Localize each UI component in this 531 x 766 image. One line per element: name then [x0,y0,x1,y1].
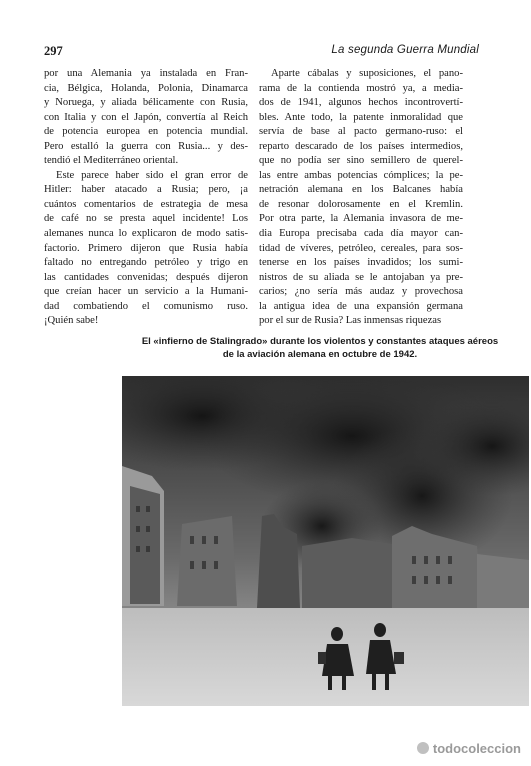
ruin-right [477,554,529,608]
text-line: dad combatiendo el comunismo ruso. [44,300,248,312]
ruin-block [302,538,394,608]
photo-caption [140,336,500,361]
watermark [417,741,521,756]
text-line: las cantidades convenidas; después dijeron [44,271,248,283]
paragraph [44,67,248,169]
caption-line: El «infierno de Stalingrado» durante los violentos y constantes ataques aéreos [141,336,499,347]
text-line: servía de base al pacto germano-ruso: el [259,126,463,138]
text-column-right [259,67,463,329]
text-line: Por otra parte, la Alemania invasora de me- [259,213,463,225]
caption-line: de la aviación alemana en octubre de 1942. [222,348,418,360]
text-line: ¡Quién sabe! [44,315,99,327]
text-line: tidad de víveres, petróleo, cereales, para sos- [259,242,463,254]
text-line: que no podía ser sino semillero de querel- [259,155,463,167]
page-header [44,44,479,60]
text-line: tenerse en los países invadidos; los sumi- [259,257,463,269]
text-line: Hitler: haber atacado a Rusia; pero, ¡a [44,184,248,196]
ruin-center [177,516,237,606]
paragraph [44,169,248,329]
text-line: bles. Ante todo, la patente inmoralidad que [259,111,463,123]
text-line: y Noruega, y aliada bélicamente con Rusia, [44,97,248,109]
text-line: Este parece haber sido el gran error de [56,169,248,181]
text-line: tendió el Mediterráneo oriental. [44,155,179,167]
text-line: de potencia europea en potencia mundial. [44,126,248,138]
paragraph [259,67,463,329]
text-line: de café no se presta aquel incidente! Los [44,213,248,225]
text-line: nistros de su aliada se le antojaban ya pre- [259,271,463,283]
building-left-shadow [130,486,160,604]
text-line: dos de 1941, algunos hechos incontrovertí- [259,97,463,109]
text-column-left [44,67,248,329]
text-line: alemanes nunca lo explicaron de modo satis- [44,228,248,240]
text-line: por el sur de Rusia? Las inmensas riquezas [259,315,442,327]
text-line: cia, Bélgica, Holanda, Polonia, Dinamarca [44,82,248,94]
text-line: faltado no entregando petróleo y trigo en [44,257,248,269]
text-line: carios; ¿no sería más audaz y provechosa [259,286,463,298]
text-line: rama de la contienda mostró ya, a media- [259,82,463,94]
text-line: que creían hacer un servicio a la Humani- [44,286,248,298]
text-line: Pero estalló la guerra con Rusia... y des- [44,140,248,152]
text-line: reparto descarado de los países intermedios, [259,140,463,152]
text-line: por una Alemania ya instalada en Fran- [44,68,248,79]
watermark-text: todocoleccion [432,741,521,756]
watermark-logo-icon [417,742,429,754]
text-line: netración alemana en los Balcanes había [259,184,463,196]
text-line: las entre ambas potencias cómplices; la pe- [259,169,463,181]
text-line: dia Europa precisaba cada día mayor can- [259,228,463,240]
text-line: cuántos comentarios de estrategia de mesa [44,198,248,210]
stalingrad-ruins-photo [122,376,529,706]
text-line: Aparte cábalas y suposiciones, el pano- [271,68,463,79]
text-line: con Italia y con el Japón, convertía al Reich [44,111,248,123]
running-title: La segunda Guerra Mundial [331,44,479,56]
page-number: 297 [44,44,63,58]
text-line: factorio. Primero dijeron que Rusia había [44,242,248,254]
text-line: de resonar dolorosamente en el Kremlin. [259,198,463,210]
text-line: la antigua idea de una expansión germana [259,300,463,312]
photo-illustration [122,376,529,706]
